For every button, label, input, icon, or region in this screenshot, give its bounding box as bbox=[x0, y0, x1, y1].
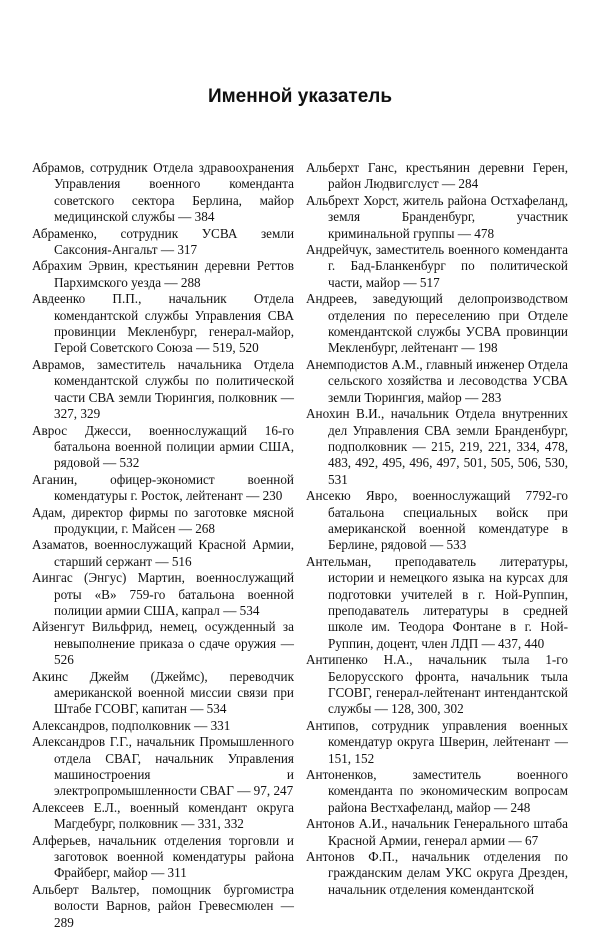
index-entry: Альберт Вальтер, помощник бургомистра волости Варнов, район Гревесмюлен — 289 bbox=[32, 881, 294, 930]
index-entry: Авдеенко П.П., начальник Отдела комендантской службы Управления СВА провинции Мекленбург, генерал-майор, Герой Советского Союза — 519, 520 bbox=[32, 291, 294, 356]
index-entry: Абрахим Эрвин, крестьянин деревни Реттов Пархимского уезда — 288 bbox=[32, 258, 294, 290]
index-entry: Альберхт Ганс, крестьянин деревни Герен, район Людвигслуст — 284 bbox=[306, 160, 568, 192]
index-entry: Александров, подполковник — 331 bbox=[32, 717, 231, 733]
index-entry: Айзенгут Вильфрид, немец, осужденный за невыполнение приказа о сдаче оружия — 526 bbox=[32, 619, 294, 668]
index-entry: Андреев, заведующий делопроизводством отделения по переселению при Отделе комендантской службы УСВА провинции Мекленбург, лейтенант — 198 bbox=[306, 291, 568, 356]
index-entry: Ансекю Явро, военнослужащий 7792-го батальона специальных войск при американской военной комендатуре в Берлине, рядовой — 533 bbox=[306, 488, 568, 553]
index-entry: Абрамов, сотрудник Отдела здравоохранения Управления военного коменданта советского сектора Берлина, майор медицинской службы — 384 bbox=[32, 160, 294, 225]
index-entry: Антельман, преподаватель литературы, истории и немецкого языка на курсах для подготовки учителей в г. Ной-Руппин, преподаватель литературы в средней школе им. Теодора Фонтане в г. Ной-Руппин, доцент, член ЛДП — 437, 440 bbox=[306, 553, 568, 651]
index-entry: Аингас (Энгус) Мартин, военнослужащий роты «В» 759-го батальона военной полиции армии США, капрал — 534 bbox=[32, 570, 294, 618]
index-entry: Антоненков, заместитель военного коменданта по экономическим вопросам района Вестхафеланд, майор — 248 bbox=[306, 767, 568, 815]
index-entry: Азаматов, военнослужащий Красной Армии, старший сержант — 516 bbox=[32, 537, 294, 569]
index-entry: Абраменко, сотрудник УСВА земли Саксония-Ангальт — 317 bbox=[32, 225, 294, 258]
index-entry: Аврос Джесси, военнослужащий 16-го батальона военной полиции армии США, рядовой — 532 bbox=[32, 422, 294, 471]
index-column-right bbox=[306, 160, 568, 898]
index-entry: Аганин, офицер-экономист военной комендатуры г. Росток, лейтенант — 230 bbox=[32, 471, 294, 504]
index-entry: Андрейчук, заместитель военного коменданта г. Бад-Бланкенбург по политической части, майор — 517 bbox=[306, 242, 568, 290]
index-entry: Антипенко Н.А., начальник тыла 1-го Белорусского фронта, начальник тыла ГСОВГ, генерал-лейтенант интендантской службы — 128, 300, 302 bbox=[306, 652, 568, 717]
index-entry: Антонов А.И., начальник Генерального штаба Красной Армии, генерал армии — 67 bbox=[306, 816, 568, 848]
index-entry: Акинс Джейм (Джеймс), переводчик американской военной миссии связи при Штабе ГСОВГ, капитан — 534 bbox=[32, 668, 294, 717]
index-entry: Анохин В.И., начальник Отдела внутренних дел Управления СВА земли Бранденбург, подполковник — 215, 219, 221, 334, 478, 483, 492, 495, 496, 497, 501, 505, 506, 530, 531 bbox=[306, 406, 568, 487]
page-title: Именной указатель bbox=[207, 86, 393, 107]
index-entry: Анемподистов А.М., главный инженер Отдела сельского хозяйства и лесоводства УСВА земли Тюрингия, майор — 283 bbox=[306, 356, 568, 405]
index-entry: Антонов Ф.П., начальник отделения по гражданским делам УКС округа Дрезден, начальник отделения комендантской bbox=[306, 849, 568, 897]
index-entry: Антипов, сотрудник управления военных комендатур округа Шверин, лейтенант — 151, 152 bbox=[306, 717, 568, 766]
index-entry: Адам, директор фирмы по заготовке мясной продукции, г. Майсен — 268 bbox=[32, 504, 294, 536]
index-entry: Александров Г.Г., начальник Промышленного отдела СВАГ, начальник Управления машиностроения и электропромышленности СВАГ — 97, 247 bbox=[32, 734, 294, 799]
index-entry: Альбрехт Хорст, житель района Остхафеланд, земля Бранденбург, участник криминальной группы — 478 bbox=[306, 192, 568, 241]
index-entry: Аврамов, заместитель начальника Отдела комендантской службы по политической части СВА земли Тюрингия, полковник — 327, 329 bbox=[32, 356, 294, 422]
index-column-left bbox=[32, 160, 294, 931]
index-entry: Алексеев Е.Л., военный комендант округа Магдебург, полковник — 331, 332 bbox=[32, 799, 294, 832]
index-entry: Алферьев, начальник отделения торговли и заготовок военной комендатуры района Фрайберг, майор — 311 bbox=[32, 832, 294, 881]
